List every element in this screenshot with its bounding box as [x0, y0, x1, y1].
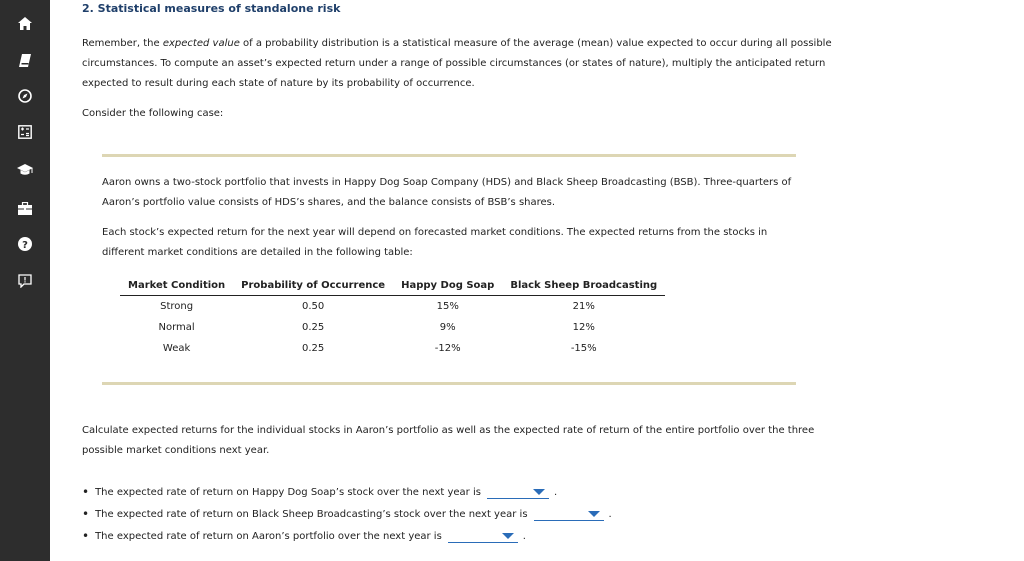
- cell-condition: Weak: [162, 343, 191, 354]
- table-row: [120, 296, 665, 318]
- table-header-row: [120, 278, 665, 296]
- header-happy-dog-soap: Happy Dog Soap: [393, 278, 502, 296]
- chevron-down-icon: [502, 533, 514, 539]
- case-paragraph-2: Each stock’s expected return for the next year will depend on forecasted market conditions. The expected returns from the stocks in different market conditions are detailed in the following table:: [102, 227, 768, 258]
- sidebar: [0, 0, 50, 561]
- cell-hds-return: 9%: [439, 322, 456, 333]
- cell-bsb-return: 21%: [572, 301, 595, 312]
- calculate-instructions: Calculate expected returns for the individual stocks in Aaron’s portfolio as well as the expected rate of return of the entire portfolio over the three possible market conditions next year.: [82, 425, 815, 456]
- table-row: [120, 317, 665, 338]
- list-item: [82, 526, 526, 546]
- sentence-period: .: [608, 508, 612, 520]
- header-probability: Probability of Occurrence: [233, 278, 393, 296]
- cell-probability: 0.25: [302, 322, 325, 333]
- question-text-hds: The expected rate of return on Happy Dog Soap’s stock over the next year is: [95, 486, 481, 498]
- help-icon[interactable]: [0, 231, 50, 257]
- briefcase-icon[interactable]: [0, 195, 50, 221]
- cell-probability: 0.50: [302, 301, 325, 312]
- book-icon[interactable]: [0, 47, 50, 73]
- intro-text-end: of a probability distribution is a statistical measure of the average (mean) value expected to occur during all possible circumstances. To compute an asset’s expected return under a range of possible circumstances (or states of nature), multiply the anticipated return expected to result during each state of nature by its probability of occurrence.: [82, 38, 832, 89]
- bullet-icon: •: [82, 485, 90, 499]
- intro-emphasis: expected value: [162, 38, 240, 49]
- cell-hds-return: -12%: [434, 343, 461, 354]
- page-title: 2. Statistical measures of standalone risk: [82, 2, 341, 15]
- chevron-down-icon: [533, 489, 545, 495]
- list-item: [82, 482, 557, 502]
- cell-condition: Strong: [160, 301, 194, 312]
- chevron-down-icon: [588, 511, 600, 517]
- returns-table: [120, 278, 665, 359]
- case-bottom-divider: [102, 382, 796, 385]
- bsb-return-dropdown[interactable]: [534, 508, 604, 521]
- intro-paragraph: [82, 34, 842, 94]
- case-top-divider: [102, 154, 796, 157]
- cell-probability: 0.25: [302, 343, 325, 354]
- cell-condition: Normal: [158, 322, 195, 333]
- case-paragraph-1: Aaron owns a two-stock portfolio that invests in Happy Dog Soap Company (HDS) and Black Sheep Broadcasting (BSB). Three-quarters of Aaron’s portfolio value consists of HDS’s shares, and the balance consists of BSB’s shares.: [102, 177, 792, 208]
- cell-bsb-return: 12%: [572, 322, 595, 333]
- list-item: [82, 504, 612, 524]
- graduation-cap-icon[interactable]: [0, 157, 50, 183]
- portfolio-return-dropdown[interactable]: [448, 530, 518, 543]
- bullet-icon: •: [82, 507, 90, 521]
- intro-text-start: Remember, the: [82, 38, 163, 49]
- bullet-icon: •: [82, 529, 90, 543]
- table-row: [120, 338, 665, 359]
- feedback-icon[interactable]: [0, 268, 50, 294]
- compass-icon[interactable]: [0, 83, 50, 109]
- question-text-bsb: The expected rate of return on Black Sheep Broadcasting’s stock over the next year is: [95, 508, 528, 520]
- header-market-condition: Market Condition: [120, 278, 233, 296]
- consider-text: Consider the following case:: [82, 108, 224, 119]
- hds-return-dropdown[interactable]: [487, 486, 549, 499]
- sentence-period: .: [522, 530, 526, 542]
- header-black-sheep: Black Sheep Broadcasting: [502, 278, 665, 296]
- cell-bsb-return: -15%: [570, 343, 597, 354]
- cell-hds-return: 15%: [436, 301, 459, 312]
- home-icon[interactable]: [0, 10, 50, 36]
- question-text-portfolio: The expected rate of return on Aaron’s portfolio over the next year is: [95, 530, 442, 542]
- calculator-icon[interactable]: [0, 119, 50, 145]
- sentence-period: .: [553, 486, 558, 498]
- svg-text:?: ?: [22, 240, 28, 251]
